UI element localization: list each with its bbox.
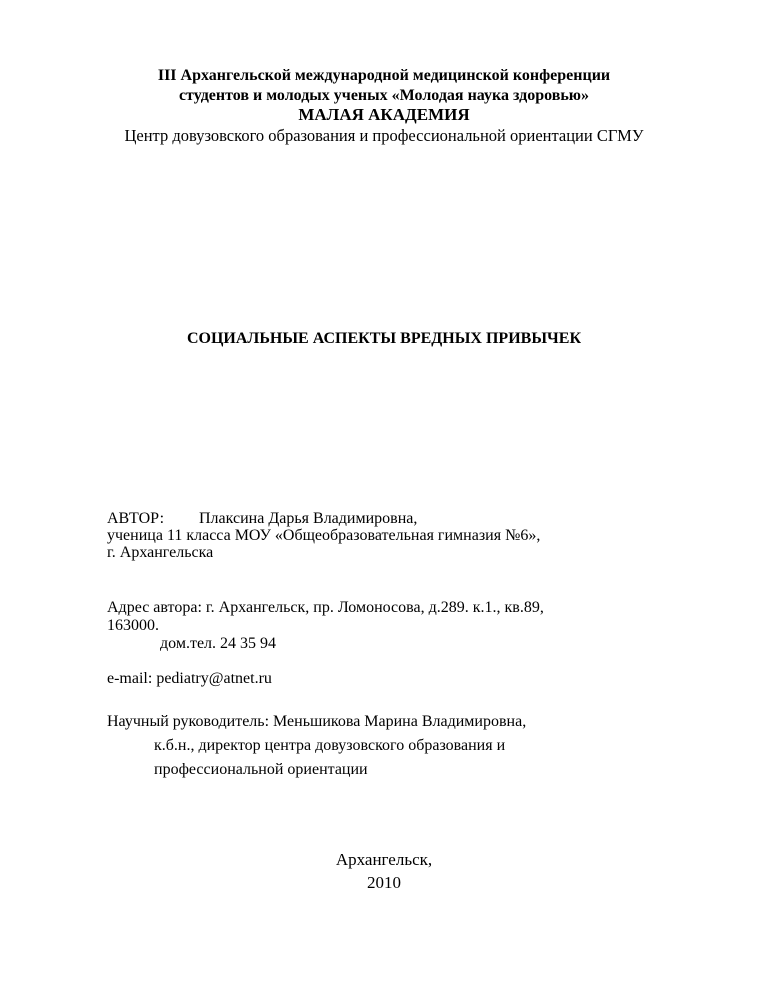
author-city: г. Архангельска [107, 544, 214, 561]
author-postcode: 163000. [107, 617, 159, 634]
author-school: ученица 11 класса МОУ «Общеобразовательная гимназия №6», [107, 527, 541, 544]
author-label: АВТОР: [107, 510, 165, 527]
center-name: Центр довузовского образования и профессиональной ориентации СГМУ [124, 126, 644, 145]
author-phone: дом.тел. 24 35 94 [160, 635, 277, 652]
supervisor-position-cont: профессиональной ориентации [154, 761, 368, 778]
footer-year: 2010 [367, 873, 401, 892]
supervisor-position: к.б.н., директор центра довузовского образования и [154, 737, 506, 754]
document-title: СОЦИАЛЬНЫЕ АСПЕКТЫ ВРЕДНЫХ ПРИВЫЧЕК [186, 330, 582, 347]
footer-city: Архангельск, [335, 850, 433, 869]
author-name: Плаксина Дарья Владимировна, [199, 510, 418, 527]
author-address: Адрес автора: г. Архангельск, пр. Ломоносова, д.289. к.1., кв.89, [107, 599, 544, 616]
supervisor-name: Научный руководитель: Меньшикова Марина Владимировна, [107, 713, 527, 730]
conference-title-line-1: III Архангельской международной медицинской конференции [157, 67, 611, 84]
author-email: e-mail: pediatry@atnet.ru [107, 670, 272, 687]
conference-title-line-2: студентов и молодых ученых «Молодая наука здоровью» [178, 87, 590, 104]
academy-title: МАЛАЯ АКАДЕМИЯ [298, 105, 470, 124]
